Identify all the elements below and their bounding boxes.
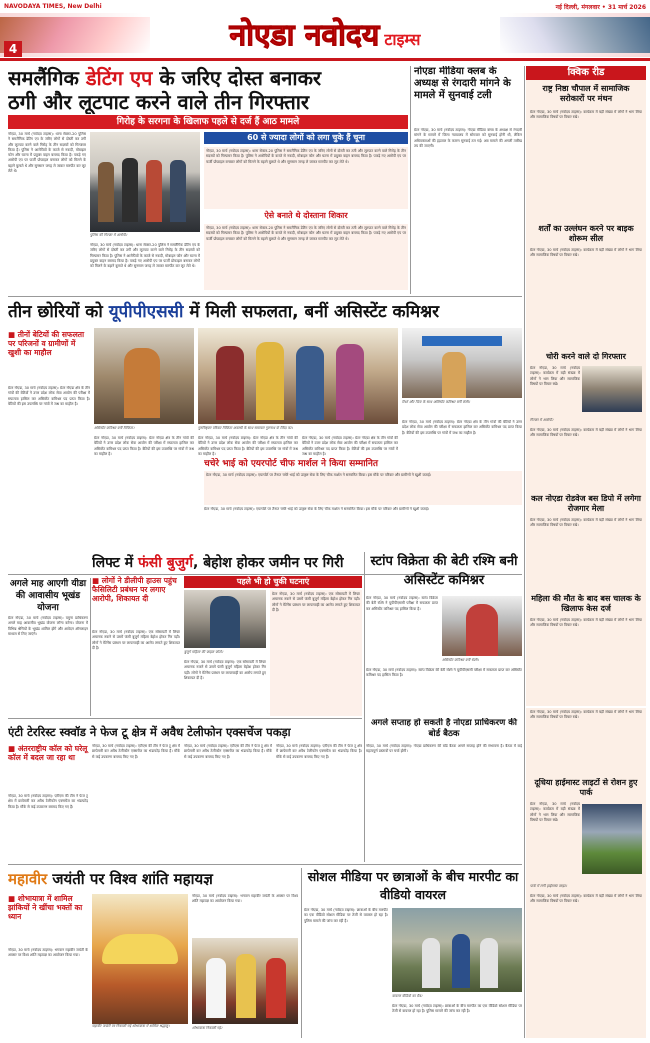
- upsc-photo1: [94, 328, 194, 424]
- upsc-photo3: [402, 328, 522, 398]
- upsc-body-col3: ग्रेटर नोएडा, 30 मार्च (नवोदय टाइम्स): ग्रेटर नोएडा क्षेत्र के तीन गांवों की बेटियों ने उत्तर प्रदेश लोक सेवा आयोग की परीक्षा में सफलता हासिल कर असिस्टेंट कमिश्नर पद प्राप्त किया है। बेटियों की इस उपलब्धि पर गांवों में जश्न का माहौल है।: [198, 436, 298, 456]
- ats-body-col1: नोएडा, 30 मार्च (नवोदय टाइम्स): एटीएस की टीम ने फेज टू क्षेत्र में छापेमारी कर अवैध टेलीफोन एक्सचेंज का भंडाफोड़ किया है। मौके से कई उपकरण बरामद किए गए हैं।: [8, 794, 88, 809]
- col-rule-2: [524, 66, 525, 1038]
- lead-photo-figure4: [170, 160, 186, 222]
- stamp-headline: स्टांप विक्रेता की बेटी रश्मि बनी असिस्टेंट कमिश्नर: [370, 554, 518, 588]
- social-photo-fig3: [480, 938, 498, 988]
- col-rule-1: [410, 66, 411, 294]
- section-rule-4: [8, 864, 522, 865]
- qr-item1-head: राष्ट्र निष्ठा चौपाल में सामाजिक सरोकारों पर मंथन: [542, 84, 630, 103]
- mahavir-headline-post: जयंती पर विश्व शांति महायज्ञ: [47, 870, 213, 888]
- mahavir-photo1: [92, 894, 188, 1024]
- lead-subhead: गिरोह के सरगना के खिलाफ पहले से दर्ज हैं आठ मामले: [8, 115, 408, 129]
- lead-inner-body: नोएडा, 30 मार्च (नवोदय टाइम्स): थाना सेक्टर-20 पुलिस ने समलैंगिक डेटिंग एप के जरिए लोगों से दोस्ती कर ठगी और लूटपाट करने वाले गिरोह के तीन सदस्यों को गिरफ्तार किया है। पुलिस ने आरोपियों के कब्जे से नकदी, मोबाइल फोन और घटना में प्रयुक्त वाहन बरामद किया है। पकड़े गए आरोपी एप पर फर्जी प्रोफाइल बनाकर लोगों को मिलने के बहाने बुलाते थे और सुनसान जगह ले जाकर मारपीट कर लूट लेते थे।: [204, 224, 408, 290]
- lead-body-col2: नोएडा, 30 मार्च (नवोदय टाइम्स): थाना सेक्टर-20 पुलिस ने समलैंगिक डेटिंग एप के जरिए लोगों से दोस्ती कर ठगी और लूटपाट करने वाले गिरोह के तीन सदस्यों को गिरफ्तार किया है। पुलिस ने आरोपियों के कब्जे से नकदी, मोबाइल फोन और घटना में प्रयुक्त वाहन बरामद किया है। पकड़े गए आरोपी एप पर फर्जी प्रोफाइल बनाकर लोगों को मिलने के बहाने बुलाते थे और सुनसान जगह ले जाकर मारपीट कर लूट लेते थे।: [90, 243, 200, 269]
- upsc-caption3: रिश्ते और पिता के साथ असिस्टेंट कमिश्नर बनीं रश्मि।: [402, 400, 471, 404]
- upsc-headline-post: में मिली सफलता, बनीं असिस्टेंट कमिश्नर: [183, 302, 440, 322]
- lift-body-col2: ग्रेटर नोएडा, 30 मार्च (नवोदय टाइम्स): एक सोसायटी में लिफ्ट अचानक रुकने से उसमें फंसी बुजुर्ग महिला बेहोश होकर गिर पड़ी। लोगों ने मेंटेनेंस प्रबंधन पर लापरवाही का आरोप लगाते हुए शिकायत दी है।: [184, 660, 266, 680]
- qr-item6-head: दूधिया हाईमास्ट लाइटों से रोशन हुए पार्क: [534, 778, 638, 797]
- mahavir-photo2-fig2: [236, 954, 256, 1018]
- upsc-headline-pre: तीन छोरियों को: [8, 302, 109, 322]
- logo-band: [0, 13, 650, 57]
- stamp-photo-figure: [466, 604, 498, 656]
- masthead-rule: [0, 58, 650, 61]
- qr-item5-body2: ग्रेटर नोएडा, 30 मार्च (नवोदय टाइम्स): कार्यक्रम में बड़ी संख्या में लोगों ने भाग लिया और सामाजिक विषयों पर विचार रखे।: [530, 710, 642, 720]
- lead-body-col1: नोएडा, 30 मार्च (नवोदय टाइम्स): थाना सेक्टर-20 पुलिस ने समलैंगिक डेटिंग एप के जरिए लोगों से दोस्ती कर ठगी और लूटपाट करने वाले गिरोह के तीन सदस्यों को गिरफ्तार किया है। पुलिस ने आरोपियों के कब्जे से नकदी, मोबाइल फोन और घटना में प्रयुक्त वाहन बरामद किया है। पकड़े गए आरोपी एप पर फर्जी प्रोफाइल बनाकर लोगों को मिलने के बहाने बुलाते थे और सुनसान जगह ले जाकर मारपीट कर लूट लेते थे।: [8, 132, 86, 174]
- mahavir-bullet: ■ शोभायात्रा में शामिल झांकियों ने खींचा भक्तों का ध्यान: [8, 894, 88, 946]
- upsc-photo1-figure: [124, 348, 160, 418]
- qr-park-photo: [582, 804, 642, 874]
- lift-headline-pre: लिफ्ट में: [92, 555, 138, 571]
- stamp-caption: असिस्टेंट कमिश्नर बनी रश्मि।: [442, 658, 479, 662]
- masthead: [0, 0, 650, 62]
- qr-item6-body2: ग्रेटर नोएडा, 30 मार्च (नवोदय टाइम्स): कार्यक्रम में बड़ी संख्या में लोगों ने भाग लिया और सामाजिक विषयों पर विचार रखे।: [530, 894, 642, 904]
- upsc-caption1: असिस्टेंट कमिश्नर बनी निकिता।: [94, 426, 135, 430]
- mahavir-body-col2: नोएडा, 30 मार्च (नवोदय टाइम्स): भगवान महावीर जयंती के अवसर पर विश्व शांति महायज्ञ का आयोजन किया गया।: [192, 894, 298, 904]
- upsc-photo2-fig4: [336, 344, 364, 420]
- upsc-body-col4: ग्रेटर नोएडा, 30 मार्च (नवोदय टाइम्स): ग्रेटर नोएडा क्षेत्र के तीन गांवों की बेटियों ने उत्तर प्रदेश लोक सेवा आयोग की परीक्षा में सफलता हासिल कर असिस्टेंट कमिश्नर पद प्राप्त किया है। बेटियों की इस उपलब्धि पर गांवों में जश्न का माहौल है।: [302, 436, 398, 456]
- mahavir-headline: [8, 868, 298, 890]
- lead-headline-part1: समलैंगिक: [8, 66, 86, 90]
- qr-item2-body: ग्रेटर नोएडा, 30 मार्च (नवोदय टाइम्स): कार्यक्रम में बड़ी संख्या में लोगों ने भाग लिया और सामाजिक विषयों पर विचार रखे।: [530, 248, 642, 258]
- skyline-left: [0, 17, 150, 53]
- lead-box-text: नोएडा, 30 मार्च (नवोदय टाइम्स): थाना सेक्टर-20 पुलिस ने समलैंगिक डेटिंग एप के जरिए लोगों से दोस्ती कर ठगी और लूटपाट करने वाले गिरोह के तीन सदस्यों को गिरफ्तार किया है। पुलिस ने आरोपियों के कब्जे से नकदी, मोबाइल फोन और घटना में प्रयुक्त वाहन बरामद किया है। पकड़े गए आरोपी एप पर फर्जी प्रोफाइल बनाकर लोगों को मिलने के बहाने बुलाते थे और सुनसान जगह ले जाकर मारपीट कर लूट लेते थे।: [204, 147, 408, 209]
- social-headline: सोशल मीडिया पर छात्राओं के बीच मारपीट का वीडियो वायरल: [307, 869, 519, 902]
- upsc-body-col1: ग्रेटर नोएडा, 30 मार्च (नवोदय टाइम्स): ग्रेटर नोएडा क्षेत्र के तीन गांवों की बेटियों ने उत्तर प्रदेश लोक सेवा आयोग की परीक्षा में सफलता हासिल कर असिस्टेंट कमिश्नर पद प्राप्त किया है। बेटियों की इस उपलब्धि पर गांवों में जश्न का माहौल है।: [8, 386, 90, 406]
- lead-photo-figure1: [98, 162, 114, 222]
- wrestler-headline: चचेरे भाई को एयरपोर्ट चीफ मार्शल ने किया सम्मानित: [204, 459, 379, 469]
- ats-body-col4: नोएडा, 30 मार्च (नवोदय टाइम्स): एटीएस की टीम ने फेज टू क्षेत्र में छापेमारी कर अवैध टेलीफोन एक्सचेंज का भंडाफोड़ किया है। मौके से कई उपकरण बरामद किए गए हैं।: [276, 744, 362, 759]
- ats-body-col2: नोएडा, 30 मार्च (नवोदय टाइम्स): एटीएस की टीम ने फेज टू क्षेत्र में छापेमारी कर अवैध टेलीफोन एक्सचेंज का भंडाफोड़ किया है। मौके से कई उपकरण बरामद किए गए हैं।: [92, 744, 180, 759]
- upsc-body-col5: ग्रेटर नोएडा, 30 मार्च (नवोदय टाइम्स): ग्रेटर नोएडा क्षेत्र के तीन गांवों की बेटियों ने उत्तर प्रदेश लोक सेवा आयोग की परीक्षा में सफलता हासिल कर असिस्टेंट कमिश्नर पद प्राप्त किया है। बेटियों की इस उपलब्धि पर गांवों में जश्न का माहौल है।: [402, 420, 522, 435]
- ats-headline: एंटी टेररिस्ट स्क्वॉड ने फेज टू क्षेत्र में अवैध टेलीफोन एक्सचेंज पकड़ा: [8, 725, 291, 739]
- col-rule-5: [301, 868, 302, 1038]
- lift-box-text: ग्रेटर नोएडा, 30 मार्च (नवोदय टाइम्स): एक सोसायटी में लिफ्ट अचानक रुकने से उसमें फंसी बुजुर्ग महिला बेहोश होकर गिर पड़ी। लोगों ने मेंटेनेंस प्रबंधन पर लापरवाही का आरोप लगाते हुए शिकायत दी है।: [270, 590, 362, 716]
- ats-body-col3: नोएडा, 30 मार्च (नवोदय टाइम्स): एटीएस की टीम ने फेज टू क्षेत्र में छापेमारी कर अवैध टेलीफोन एक्सचेंज का भंडाफोड़ किया है। मौके से कई उपकरण बरामद किए गए हैं।: [184, 744, 272, 759]
- qr-item1-body: ग्रेटर नोएडा, 30 मार्च (नवोदय टाइम्स): कार्यक्रम में बड़ी संख्या में लोगों ने भाग लिया और सामाजिक विषयों पर विचार रखे।: [530, 110, 642, 120]
- mahavir-photo1-float: [102, 934, 178, 964]
- qr-item6-body: ग्रेटर नोएडा, 30 मार्च (नवोदय टाइम्स): कार्यक्रम में बड़ी संख्या में लोगों ने भाग लिया और सामाजिक विषयों पर विचार रखे।: [530, 802, 580, 822]
- edition-date: नई दिल्ली, मंगलवार • 31 मार्च 2026: [555, 4, 646, 11]
- lead-badge: 60 से ज्यादा लोगों को लगा चुके हैं चूना: [204, 132, 408, 144]
- lift-body-col1: ग्रेटर नोएडा, 30 मार्च (नवोदय टाइम्स): एक सोसायटी में लिफ्ट अचानक रुकने से उसमें फंसी बुजुर्ग महिला बेहोश होकर गिर पड़ी। लोगों ने मेंटेनेंस प्रबंधन पर लापरवाही का आरोप लगाते हुए शिकायत दी है।: [92, 630, 180, 650]
- upsc-caption2: गुरुनिष्ठ्यन परिवार निकिता अवस्थी के साथ समाचार गुरुनाथ के जिंदा का।: [198, 426, 293, 430]
- upsc-photo3-figure: [442, 352, 466, 398]
- wrestler-body: ग्रेटर नोएडा, 30 मार्च (नवोदय टाइम्स): एयरपोर्ट पर तैनात चचेरे भाई को उत्कृष्ट सेवा के लिए चीफ मार्शल ने सम्मानित किया। इस मौके पर परिवार और ग्रामीणों ने खुशी जताई।: [204, 507, 430, 511]
- upsc-headline-blue: यूपीपीएससी: [108, 302, 184, 322]
- upsc-headline: [8, 300, 522, 324]
- upsc-photo2-fig2: [256, 342, 284, 420]
- lift-headline-post: , बेहोश होकर जमीन पर गिरी: [193, 555, 344, 571]
- lead-photo-figure3: [146, 160, 162, 222]
- page-number: 4: [4, 41, 22, 57]
- lead-headline-part2: के जरिए दोस्त बनाकर: [152, 66, 322, 90]
- yamuna-headline: अगले माह आएगी यीडा की आवासीय भूखंड योजना: [9, 579, 87, 613]
- qr-arrest-caption: गिरफ्त में आरोपी।: [530, 418, 554, 422]
- wrestler-intro: ग्रेटर नोएडा, 30 मार्च (नवोदय टाइम्स): एयरपोर्ट पर तैनात चचेरे भाई को उत्कृष्ट सेवा के लिए चीफ मार्शल ने सम्मानित किया। इस मौके पर परिवार और ग्रामीणों ने खुशी जताई।: [204, 471, 522, 505]
- lift-headline-red: फंसी बुजुर्ग: [137, 555, 193, 571]
- qr-item4-body: ग्रेटर नोएडा, 30 मार्च (नवोदय टाइम्स): कार्यक्रम में बड़ी संख्या में लोगों ने भाग लिया और सामाजिक विषयों पर विचार रखे।: [530, 518, 642, 528]
- lead-photo-figure2: [122, 158, 138, 222]
- lift-badge: पहले भी हो चुकी घटनाएं: [184, 576, 362, 588]
- social-body-col1: ग्रेटर नोएडा, 30 मार्च (नवोदय टाइम्स): छात्राओं के बीच मारपीट का एक वीडियो सोशल मीडिया पर तेजी से वायरल हो रहा है। पुलिस मामले की जांच कर रही है।: [304, 908, 388, 923]
- yamuna-body: ग्रेटर नोएडा, 30 मार्च (नवोदय टाइम्स): यमुना प्राधिकरण अगले माह आवासीय भूखंड योजना लॉन्च करेगा। योजना में विभिन्न श्रेणियों के भूखंड शामिल होंगे और आवेदन ऑनलाइन माध्यम से लिए जाएंगे।: [8, 616, 88, 636]
- upsc-bullet: ■ तीनों बेटियों की सफलता पर परिजनों व ग्रामीणों में खुशी का माहौल: [8, 330, 90, 384]
- social-body-col2: ग्रेटर नोएडा, 30 मार्च (नवोदय टाइम्स): छात्राओं के बीच मारपीट का एक वीडियो सोशल मीडिया पर तेजी से वायरल हो रहा है। पुलिस मामले की जांच कर रही है।: [392, 1004, 522, 1014]
- qr-item3-body2: ग्रेटर नोएडा, 30 मार्च (नवोदय टाइम्स): कार्यक्रम में बड़ी संख्या में लोगों ने भाग लिया और सामाजिक विषयों पर विचार रखे।: [530, 428, 642, 438]
- mahavir-caption2: शोभायात्रा निकाली गई।: [192, 1026, 223, 1030]
- title-main: नोएडा नवोदय: [229, 18, 380, 53]
- mahavir-photo2-fig1: [206, 958, 226, 1018]
- lift-headline: [92, 552, 362, 574]
- social-photo-fig1: [422, 938, 440, 988]
- stamp-body-col1: ग्रेटर नोएडा, 30 मार्च (नवोदय टाइम्स): स्टांप विक्रेता की बेटी रश्मि ने यूपीपीएससी परीक्षा में सफलता प्राप्त कर असिस्टेंट कमिश्नर पद हासिल किया है।: [366, 596, 438, 611]
- board-headline: अगले सप्ताह हो सकती है नोएडा प्राधिकरण की बोर्ड बैठक: [371, 718, 517, 739]
- section-rule: [8, 296, 522, 297]
- qr-item2-head: शर्तों का उल्लंघन करने पर बाइक शोरूम सील: [538, 224, 634, 243]
- lead-headline-line2: ठगी और लूटपाट करने वाले तीन गिरफ्तार: [8, 90, 310, 114]
- qr-item3-head: चोरी करने वाले दो गिरफ्तार: [546, 352, 626, 361]
- board-body: नोएडा, 30 मार्च (नवोदय टाइम्स): नोएडा प्राधिकरण की बोर्ड बैठक अगले सप्ताह होने की संभावना है। बैठक में कई महत्वपूर्ण प्रस्तावों पर चर्चा होगी।: [366, 744, 522, 754]
- qr-item5-body: ग्रेटर नोएडा, 30 मार्च (नवोदय टाइम्स): कार्यक्रम में बड़ी संख्या में लोगों ने भाग लिया और सामाजिक विषयों पर विचार रखे।: [530, 618, 642, 628]
- masthead-title: [160, 15, 490, 57]
- upsc-photo2-fig3: [296, 346, 324, 420]
- mahavir-photo2-fig3: [266, 958, 286, 1018]
- ats-bullet: ■ अंतरराष्ट्रीय कॉल को घरेलू कॉल में बदल जा रहा था: [8, 744, 88, 792]
- lift-photo-figure: [210, 596, 240, 648]
- lead-photo: [90, 132, 200, 232]
- lift-bullet: ■ लोगों ने डीलीपी हाउस पहुंच फैसिलिटी प्रबंधन पर लगाए आरोपी, शिकायत दी: [92, 576, 180, 628]
- col-rule-4: [364, 552, 365, 862]
- stamp-photo: [442, 596, 522, 656]
- mahavir-photo2: [192, 938, 298, 1024]
- lead-headline: [8, 66, 408, 114]
- quick-read-panel-lower: [526, 708, 646, 1038]
- quick-read-panel: [526, 66, 646, 706]
- upsc-body-col2: ग्रेटर नोएडा, 30 मार्च (नवोदय टाइम्स): ग्रेटर नोएडा क्षेत्र के तीन गांवों की बेटियों ने उत्तर प्रदेश लोक सेवा आयोग की परीक्षा में सफलता हासिल कर असिस्टेंट कमिश्नर पद प्राप्त किया है। बेटियों की इस उपलब्धि पर गांवों में जश्न का माहौल है।: [94, 436, 194, 456]
- media-club-headline: नोएडा मीडिया क्लब के अध्यक्ष से रंगदारी मांगने के मामले में सुनवाई टली: [414, 66, 511, 101]
- qr-arrest-photo: [582, 366, 642, 412]
- mahavir-headline-red: महावीर: [8, 870, 48, 888]
- upsc-photo2-fig1: [216, 346, 244, 420]
- social-photo: [392, 908, 522, 992]
- lift-photo: [184, 590, 266, 648]
- mahavir-body-col1: नोएडा, 30 मार्च (नवोदय टाइम्स): भगवान महावीर जयंती के अवसर पर विश्व शांति महायज्ञ का आयोजन किया गया।: [8, 948, 88, 958]
- mahavir-caption1: महावीर जयंती पर निकाली गई शोभायात्रा में शामिल श्रद्धालु।: [92, 1024, 170, 1028]
- upsc-photo2: [198, 328, 398, 424]
- quick-read-label: क्विक रीड: [526, 66, 646, 80]
- paper-tag: NAVODAYA TIMES, New Delhi: [4, 3, 102, 10]
- lead-inner-head: ऐसे बनाते थे दोस्ताना शिकार: [264, 211, 348, 220]
- stamp-body-col2: ग्रेटर नोएडा, 30 मार्च (नवोदय टाइम्स): स्टांप विक्रेता की बेटी रश्मि ने यूपीपीएससी परीक्षा में सफलता प्राप्त कर असिस्टेंट कमिश्नर पद हासिल किया है।: [366, 668, 522, 678]
- qr-item5-head: महिला की मौत के बाद बस चालक के खिलाफ केस दर्ज: [531, 594, 641, 613]
- qr-item4-head: कल नोएडा रोडवेज बस डिपो में लगेगा रोजगार मेला: [531, 494, 641, 513]
- title-suffix: टाइम्स: [384, 30, 421, 49]
- qr-park-caption: पार्क में लगी हाईमास्ट लाइट।: [530, 884, 568, 888]
- media-club-body: ग्रेटर नोएडा, 30 मार्च (नवोदय टाइम्स): नोएडा मीडिया क्लब के अध्यक्ष से रंगदारी मांगने के मामले में जिला न्यायालय में सोमवार को सुनवाई होनी थी, लेकिन अधिवक्ताओं की हड़ताल के कारण सुनवाई टल गई। अब मामले की अगली तारीख तय की जाएगी।: [414, 128, 522, 148]
- section-rule-3: [8, 718, 362, 719]
- social-photo-fig2: [452, 934, 470, 988]
- lead-caption: पुलिस की गिरफ्त में आरोपी।: [90, 233, 128, 237]
- social-caption: वायरल वीडियो का ग्रैब।: [392, 994, 423, 998]
- qr-item3-body: ग्रेटर नोएडा, 30 मार्च (नवोदय टाइम्स): कार्यक्रम में बड़ी संख्या में लोगों ने भाग लिया और सामाजिक विषयों पर विचार रखे।: [530, 366, 580, 386]
- lift-caption: बुजुर्ग महिला की फाइल फोटो।: [184, 650, 224, 654]
- col-rule-3: [90, 578, 91, 716]
- lead-headline-red: डेटिंग एप: [85, 66, 153, 90]
- upsc-photo3-banner: [422, 336, 502, 346]
- skyline-right: [500, 17, 650, 53]
